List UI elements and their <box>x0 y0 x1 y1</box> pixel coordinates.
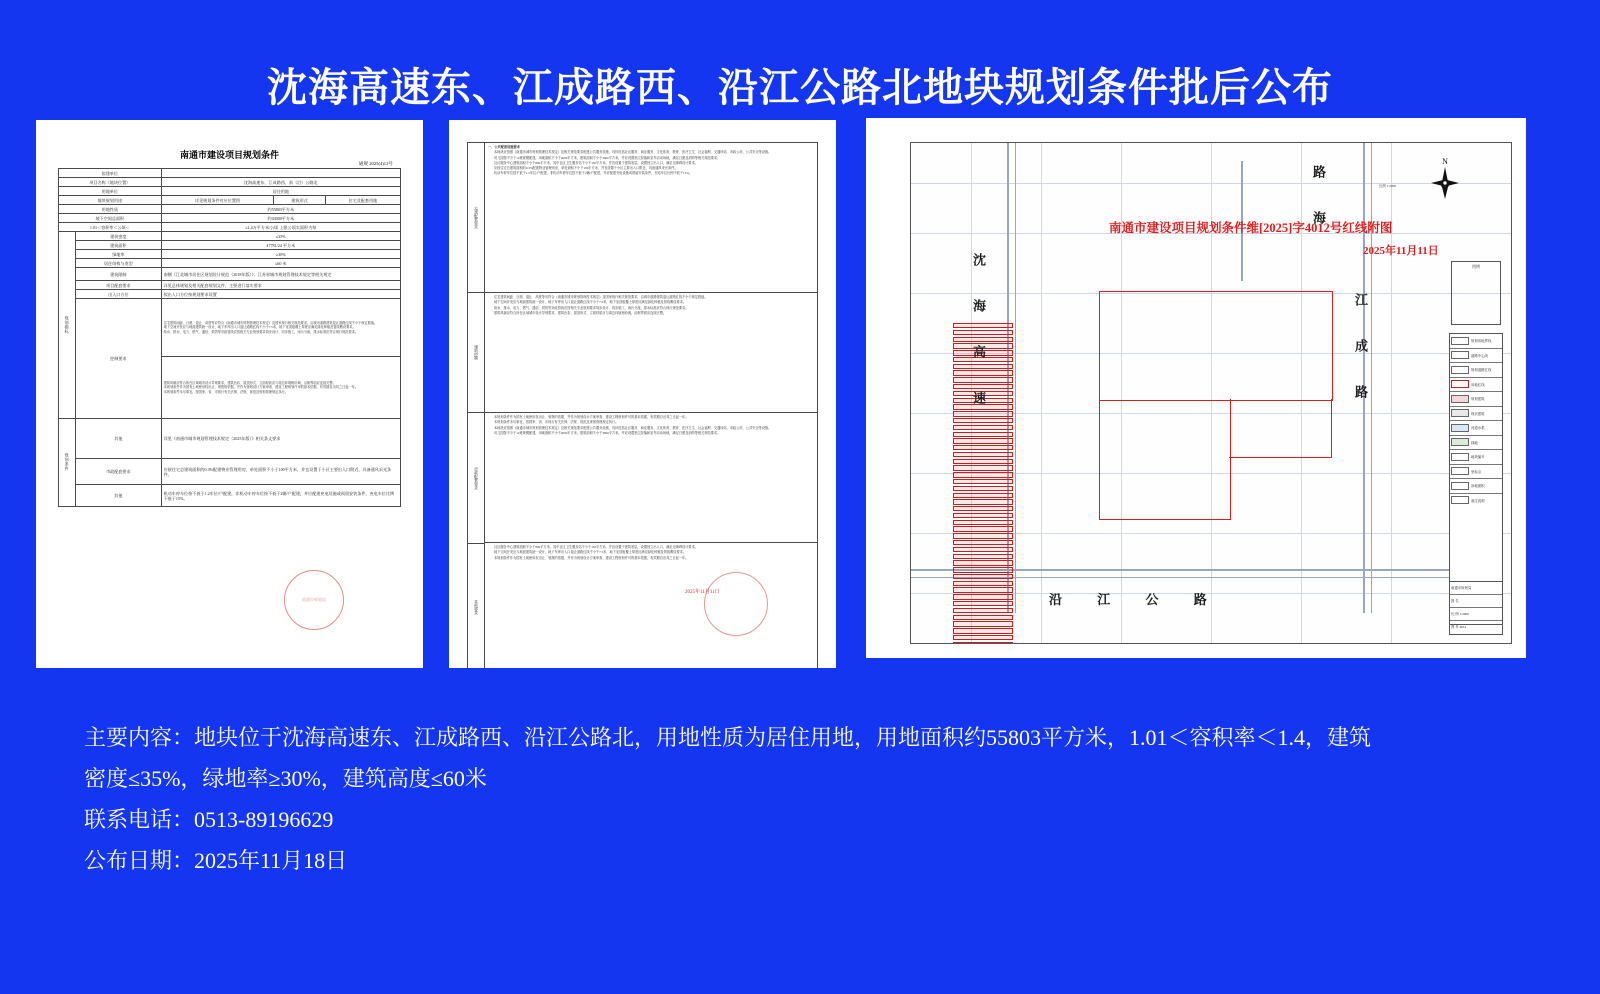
legend-row-0 <box>1450 334 1502 349</box>
sheet1-extra-label-a: 市政配套要求 <box>76 459 162 485</box>
page-title: 沈海高速东、江成路西、沿江公路北地块规划条件批后公布 <box>267 65 1333 110</box>
row-label-14: 其他 <box>76 419 162 459</box>
map-label-top-road: 路 海 <box>1311 165 1326 233</box>
sheet2-paragraph-10: 本规划条件未尽事宜，按国家、省、市现行有关法律、法规、规范及规划管理规定执行。 <box>494 420 619 425</box>
sheet1-side-label-1: 控制要求 <box>76 299 162 419</box>
sheet1-note-paragraph-5: 本规划条件作为国有土地使用权出让、划拨的依据，并作为规划设计方案审查、建设工程规划许可的基本依据，有效期自出具之日起一年。 <box>163 385 359 390</box>
document-sheet-planning-conditions-table[interactable] <box>36 120 423 668</box>
sheet1-extra-label-b: 其他 <box>76 485 162 507</box>
map-frame[interactable] <box>910 142 1512 644</box>
row-value-10: ≤60 米 <box>161 259 400 268</box>
sheet2-paragraph-8: 建筑风貌应符合所在区域城市设计导则要求，建筑色彩、屋顶形式、立面材质应与周边环境相协调，沿街界面应连续完整。 <box>494 310 667 315</box>
legend-label-7: 绿地 <box>1471 440 1478 445</box>
sheet1-long-note-1 <box>161 299 400 357</box>
north-arrow-icon <box>1425 155 1465 209</box>
legend-swatch-8 <box>1451 453 1469 461</box>
legend-swatch-2 <box>1451 366 1469 374</box>
sheet2-paragraph-4: 机动车停车位按不低于1.2车位/户配建，非机动车停车位按不低于2辆/户配建，并应配建充电设施或预留安装条件，充电车位比例不低于15%。 <box>494 171 693 176</box>
row-label-3b: 建筑形式 <box>274 196 325 205</box>
legend-swatch-4 <box>1451 395 1469 403</box>
row-label-8: 建筑面积 <box>76 241 162 250</box>
sheet2-side-label-top: 公建配套要求 <box>468 143 484 293</box>
legend-label-8: 地块编号 <box>1471 455 1485 460</box>
sheet1-note-paragraph-3: 给水、排水、电力、燃气、通信、供热等市政管线应按相关专业规划要求同步设计、同步施工，雨污分流，排水标准应符合现行规范要求。 <box>163 329 359 334</box>
legend-label-9: 坐标点 <box>1471 469 1482 474</box>
row-value-13: 拟出入口方位按规划要求设置 <box>161 290 400 299</box>
contact-phone-line: 联系电话：0513-89196629 <box>84 807 334 832</box>
map-legend-title: 图例 <box>1472 264 1480 269</box>
row-label-2: 用地单位 <box>59 187 162 196</box>
summary-text-block <box>84 718 1514 882</box>
row-value-3: 详见规划条件对应位置图 <box>161 196 274 205</box>
legend-swatch-11 <box>1451 496 1469 504</box>
map-legend-header-box <box>1451 261 1501 325</box>
legend-swatch-1 <box>1451 351 1469 359</box>
legend-label-10: 用地面积 <box>1471 484 1485 489</box>
row-label-13: 出入口方位 <box>76 290 162 299</box>
sheet2-paragraph-3: 应按住宅总建筑面积的0.3%配建物业管理用房，单处面积不小于100平方米，并宜设置于小区主要出入口附近，具备通风采光条件。 <box>494 166 678 171</box>
sheet2-paragraph-5: 住宅建筑间距、日照、退让、高度等应符合《南通市城市规划管理技术规定》及国家现行相关规范要求，沿城市道路建筑退让道路红线不小于规定数值。 <box>494 295 708 299</box>
legend-swatch-3 <box>1451 380 1469 388</box>
legend-row-6 <box>1450 421 1502 436</box>
legend-label-4: 规划建筑 <box>1471 397 1485 402</box>
legend-row-9 <box>1450 465 1502 480</box>
sheet2-section-municipal <box>485 413 817 543</box>
row-value-4: 约55803平方米 <box>161 205 400 214</box>
publish-date-line: 公布日期：2025年11月18日 <box>84 848 348 873</box>
parcel-red-line-notch <box>1229 399 1332 458</box>
legend-row-1 <box>1450 349 1502 364</box>
map-red-line-title: 南通市建设项目规划条件维[2025]字4012号红线附图 <box>1109 221 1393 235</box>
sheet1-serial: 通规 2025(4)12号 <box>358 161 393 166</box>
row-label-6: 1.01＜容积率＜公顷＜ <box>59 223 162 232</box>
document-sheet-requirements-text[interactable] <box>449 120 836 668</box>
sheet2-side-label-bottom: 其他要求 <box>474 599 479 615</box>
legend-label-6: 河道水系 <box>1471 426 1485 431</box>
sheet2-paragraph-9: 本规划条件作为国有土地使用权出让、划拨的依据，并作为规划设计方案审查、建设工程规划许可的基本依据，有效期自出具之日起一年。 <box>494 415 689 419</box>
legend-row-4 <box>1450 392 1502 407</box>
row-label-0: 拟建单位 <box>59 169 162 178</box>
legend-label-2: 规划道路红线 <box>1471 368 1492 373</box>
row-value-7: ≤35% <box>161 232 400 241</box>
sheet2-section-public-facilities <box>485 143 817 293</box>
row-value-8: 47781/24 平方米 <box>161 241 400 250</box>
legend-swatch-7 <box>1451 438 1469 446</box>
row-value-1: 沈海高速东、江成路西、前（沿）公路北 <box>161 178 400 187</box>
row-value-5: 约43000平方米 <box>161 214 400 223</box>
official-seal-stamp: 南通市规划局 <box>284 570 344 630</box>
sheet1-note-paragraph-4: 建筑风貌应符合所在区域城市设计导则要求，建筑色彩、屋顶形式、立面材质应与周边环境相协调，沿街界面应连续完整。 <box>163 381 336 386</box>
row-label-3: 地块规划用途 <box>59 196 162 205</box>
legend-label-11: 备注说明 <box>1471 498 1485 503</box>
row-label-12: 项目配套要求 <box>76 281 162 290</box>
legend-label-5: 现状建筑 <box>1471 411 1485 416</box>
legend-row-8 <box>1450 450 1502 465</box>
row-label-11: 建筑限制 <box>76 268 162 281</box>
sheet2-section-title: 一、公共配套设施要求 <box>488 145 520 149</box>
row-value-9: ≥30% <box>161 250 400 259</box>
sheet2-paragraph-0: 本地块应按照《南通市城市规划管理技术规定》及相关规范要求配建公共服务设施，具体包括社区服务、商业服务、文化体育、教育、医疗卫生、社会福利、交通场站、市政公用、公共安全等设施。 <box>494 150 772 155</box>
svg-text:N: N <box>1442 157 1448 166</box>
legend-row-7 <box>1450 436 1502 451</box>
sheet1-side-label-0: 规划指标 <box>59 232 76 419</box>
sheet1-note-paragraph-2: 地下空间开发应与地面建筑统一设计，地下车库出入口退让道路红线不小于7.5米，地下室顶板覆土厚度应满足绿化种植及管线敷设要求。 <box>163 325 356 330</box>
legend-row-2 <box>1450 363 1502 378</box>
row-label-1: 项目名称（地块位置） <box>59 178 162 187</box>
row-value-12: 详见总体规划及相关配套规划文件，主要进行落实要求 <box>161 281 400 290</box>
sheet1-extra-value-b: 机动车停车位按不低于1.2车位/户配建，非机动车停车位按不低于2辆/户配建，并应配建充电设施或预留安装条件，充电车位比例不低于15%。 <box>161 485 400 507</box>
sheet1-header: 南通市建设项目规划条件 <box>179 150 279 160</box>
sheet1-side-label-2: 规划条件 <box>59 419 76 507</box>
row-label-10: 居住结构与类型 <box>76 259 162 268</box>
sheet1-long-note-2 <box>161 357 400 419</box>
row-label-5: 地下空间总面积 <box>59 214 162 223</box>
map-corner-note: 比例 1:2000 <box>1379 184 1397 188</box>
parcel-red-line-lower <box>1099 399 1231 520</box>
row-label-9: 绿地率 <box>76 250 162 259</box>
map-title-block <box>1449 581 1503 635</box>
legend-label-1: 道路中心线 <box>1471 353 1488 358</box>
legend-row-5 <box>1450 407 1502 422</box>
sheet2-paragraph-15: 本规划条件作为国有土地使用权出让、划拨的依据，并作为规划设计方案审查、建设工程规划许可的基本依据，有效期自出具之日起一年。 <box>494 555 689 560</box>
row-value-6: ≤1.4万平方米/公顷 上限公顷实面积为每 <box>161 223 400 232</box>
row-value-0 <box>161 169 400 178</box>
sheet2-section-building-control <box>485 293 817 413</box>
map-label-bottom-road: 沿 江 公 路 <box>1049 592 1223 607</box>
row-label-7: 建筑密度 <box>76 232 162 241</box>
row-value-14: 详见《南通市城市规划管理技术规定（2025年版）》相关条文要求 <box>161 419 400 459</box>
sheet2-paragraph-13: 社区服务中心建筑面积不小于800平方米，其中社区卫生服务站不小于150平方米，并宜设置于建筑底层，设置独立出入口，满足无障碍设计要求。 <box>494 545 698 549</box>
legend-swatch-6 <box>1451 424 1469 432</box>
row-value-2: 居住用地 <box>161 187 400 196</box>
title-block-row-0: 南通市规划局 <box>1450 582 1502 595</box>
legend-row-3 <box>1450 378 1502 393</box>
sheet2-paragraph-11: 本地块应按照《南通市城市规划管理技术规定》及相关规范要求配建公共服务设施，具体包括社区服务、商业服务、文化体育、教育、医疗卫生、社会福利、交通场站、市政公用、公共安全等设施。 <box>494 425 772 430</box>
legend-row-11 <box>1450 494 1502 508</box>
title-block-row-2: 比 例 1:2000 <box>1450 608 1502 621</box>
document-sheet-red-line-map[interactable] <box>866 118 1526 658</box>
legend-label-0: 规划用地界线 <box>1471 339 1492 344</box>
sheet2-side-label-mid: 建筑控制 <box>468 293 484 413</box>
legend-label-3: 用地红线 <box>1471 382 1485 387</box>
map-label-right-road: 江 成 路 <box>1353 293 1368 407</box>
legend-swatch-5 <box>1451 409 1469 417</box>
title-block-row-1: 图 名 <box>1450 595 1502 608</box>
sheet2-official-seal <box>704 572 768 636</box>
parcel-red-line-upper <box>1099 291 1333 401</box>
sheet1-note-paragraph-1: 住宅建筑间距、日照、退让、高度等应符合《南通市城市规划管理技术规定》及国家现行相关规范要求，沿城市道路建筑退让道路红线不小于规定数值。 <box>163 321 378 326</box>
sheet2-side-label-mid2: 市政配套要求 <box>468 413 484 543</box>
map-label-left-road: 沈 海 高 速 <box>971 253 986 413</box>
planning-conditions-table <box>58 168 401 507</box>
title-block-row-3: 图 号 4012 <box>1451 625 1467 629</box>
sheet1-extra-value-a: 应按住宅总建筑面积的0.3%配建物业管理用房，单处面积不小于100平方米，并宜设置于小区主要出入口附近，具备通风采光条件。 <box>161 459 400 485</box>
legend-swatch-10 <box>1451 482 1469 490</box>
sheet2-paragraph-12: 幼儿园按不少于12班规模配建，用地面积不小于4000平方米，建筑面积不小于3600平方米，并应设置独立院落和室外活动场地，满足日照及消防等相关规范要求。 <box>494 430 721 435</box>
legend-swatch-0 <box>1451 337 1469 345</box>
summary-line-1: 主要内容：地块位于沈海高速东、江成路西、沿江公路北，用地性质为居住用地，用地面积约55803平方米，1.01＜容积率＜1.4，建筑 <box>84 725 1372 750</box>
row-value-3b: 住宅及配套用地 <box>325 196 400 205</box>
sheet1-note-paragraph-6: 本规划条件未尽事宜，按国家、省、市现行有关法律、法规、规范及规划管理规定执行。 <box>163 389 288 394</box>
sheet2-stamp-date: 2025年11月11日 <box>685 590 720 595</box>
sheet2-paragraph-2: 社区服务中心建筑面积不小于800平方米，其中社区卫生服务站不小于150平方米，并宜设置于建筑底层，设置独立出入口，满足无障碍设计要求。 <box>494 160 698 165</box>
row-value-11: 南侧《江北城市居住区规划设计规范（2018年版）》；江苏省城市规划管理技术规定等相关规定 <box>161 268 400 281</box>
sheet2-paragraph-7: 给水、排水、电力、燃气、通信、供热等市政管线应按相关专业规划要求同步设计、同步施工，雨污分流，排水标准应符合现行规范要求。 <box>494 305 689 310</box>
summary-line-2: 密度≤35%，绿地率≥30%，建筑高度≤60米 <box>84 766 487 791</box>
legend-row-10 <box>1450 479 1502 494</box>
sheet2-paragraph-14: 地下空间开发应与地面建筑统一设计，地下车库出入口退让道路红线不小于7.5米，地下室顶板覆土厚度应满足绿化种植及管线敷设要求。 <box>494 550 687 555</box>
sheet2-paragraph-1: 幼儿园按不少于12班规模配建，用地面积不小于4000平方米，建筑面积不小于3600平方米，并应设置独立院落和室外活动场地，满足日照及消防等相关规范要求。 <box>494 155 721 160</box>
legend-swatch-9 <box>1451 467 1469 475</box>
row-label-4: 用地性质 <box>59 205 162 214</box>
map-red-line-date: 2025年11月11日 <box>1363 245 1439 257</box>
sheet2-paragraph-6: 地下空间开发应与地面建筑统一设计，地下车库出入口退让道路红线不小于7.5米，地下室顶板覆土厚度应满足绿化种植及管线敷设要求。 <box>494 300 687 305</box>
